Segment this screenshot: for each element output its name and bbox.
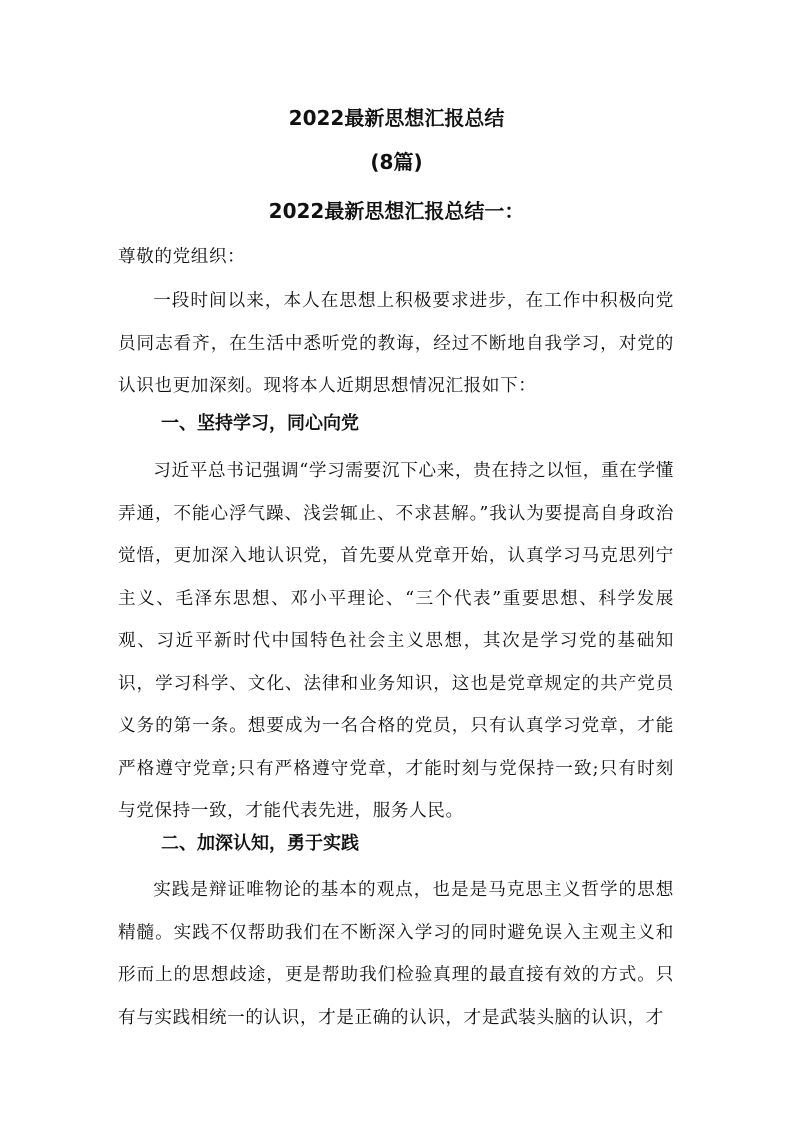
document-title: 2022最新思想汇报总结 xyxy=(288,106,505,130)
paragraph-intro: 一段时间以来，本人在思想上积极要求进步，在工作中积极向党员同志看齐，在生活中悉听党的教诲，经过不断地自我学习，对党的认识也更加深刻。现将本人近期思想情况汇报如下： xyxy=(118,291,674,396)
section-heading-2: 二、加深认知，勇于实践 xyxy=(161,833,359,854)
document-title-count: (8篇) xyxy=(370,150,423,174)
paragraph-practice: 实践是辩证唯物论的基本的观点，也是是马克思主义哲学的思想精髓。实践不仅帮助我们在不断深入学习的同时避免误入主观主义和形而上的思想歧途，更是帮助我们检验真理的最直接有效的方式。只有与实践相统一的认识，才是正确的认识，才是武装头脑的认识，才 xyxy=(118,880,674,1028)
salutation: 尊敬的党组织： xyxy=(118,247,246,267)
section-heading-1: 一、坚持学习，同心向党 xyxy=(161,413,359,434)
paragraph-study: 习近平总书记强调“学习需要沉下心来，贵在持之以恒，重在学懂弄通，不能心浮气躁、浅尝辄止、不求甚解。”我认为要提高自身政治觉悟，更加深入地认识党，首先要从党章开始，认真学习马克思列宁主义、毛泽东思想、邓小平理论、“三个代表”重要思想、科学发展观、习近平新时代中国特色社会主义思想，其次是学习党的基础知识，学习科学、文化、法律和业务知识，这也是党章规定的共产党员义务的第一条。想要成为一名合格的党员，只有认真学习党章，才能严格遵守党章;只有严格遵守党章，才能时刻与党保持一致;只有时刻与党保持一致，才能代表先进，服务人民。 xyxy=(118,461,674,821)
section-title: 2022最新思想汇报总结一： xyxy=(268,199,525,223)
